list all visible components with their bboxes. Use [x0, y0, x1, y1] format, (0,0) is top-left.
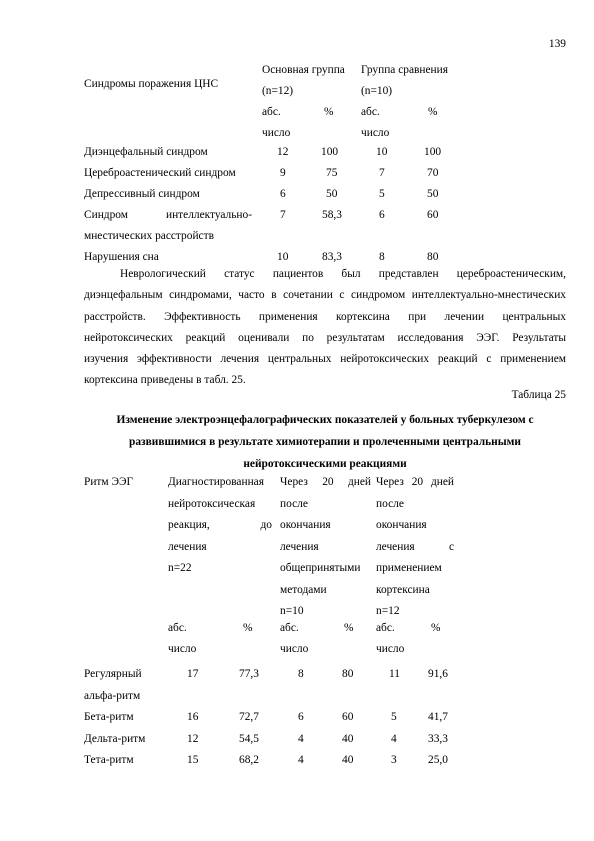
- main-abs: 12: [277, 146, 289, 158]
- table-row: [84, 664, 504, 707]
- syndrome-name-line: Синдром интеллектуально-: [84, 209, 252, 221]
- main-group-header: [262, 60, 345, 102]
- header-line: n=12: [376, 605, 400, 617]
- percent-label: %: [243, 622, 253, 634]
- cortexin-pct-header: [431, 618, 441, 639]
- paragraph-line: диэнцефальным синдромами, часто в сочетании с синдромом интеллектуально-мнестических: [84, 289, 566, 302]
- comparison-group-header: [361, 60, 448, 102]
- header-line: кортексина: [376, 583, 430, 596]
- syndrome-name: Нарушения сна: [84, 251, 159, 263]
- diagnosed-abs: 12: [187, 732, 199, 745]
- conventional-pct: 40: [342, 754, 354, 767]
- comparison-abs: 7: [379, 167, 385, 179]
- percent-label: %: [431, 622, 441, 634]
- comparison-abs: 5: [379, 188, 385, 200]
- conventional-abs-header: [280, 618, 308, 660]
- count-label: число: [280, 643, 309, 655]
- table-row: [84, 163, 504, 184]
- header-line: Диагностированная: [168, 476, 264, 488]
- rhythm-column-header: Ритм ЭЭГ: [84, 476, 134, 488]
- table-title-line: развившимися в результате химиотерапии и пролеченными центральными: [129, 436, 521, 448]
- main-pct: 50: [326, 188, 338, 200]
- conventional-abs: 6: [298, 711, 304, 723]
- diagnosed-abs: 17: [187, 668, 199, 680]
- comparison-group-n: (n=10): [361, 85, 393, 97]
- header-line: методами: [280, 583, 327, 596]
- diagnosed-pct: 68,2: [239, 754, 259, 767]
- cortexin-pct: 91,6: [428, 668, 448, 680]
- diagnosed-column-header: [168, 472, 272, 580]
- comparison-group-title: Группа сравнения: [361, 64, 448, 76]
- header-line: применением: [376, 562, 442, 574]
- comparison-pct: 60: [427, 209, 439, 221]
- cortexin-abs: 5: [391, 711, 397, 723]
- comparison-group-abs-header: [361, 102, 389, 144]
- header-line: лечения: [168, 540, 207, 553]
- conventional-column-header: [280, 472, 371, 623]
- header-line: Через 20 дней: [280, 476, 371, 488]
- rhythm-name: [84, 664, 142, 707]
- comparison-abs: 10: [376, 146, 388, 158]
- header-line: n=10: [280, 605, 304, 617]
- diagnosed-pct-header: [243, 618, 253, 639]
- header-line: n=22: [168, 562, 192, 574]
- header-line: лечения: [280, 540, 319, 553]
- table-row: [84, 184, 504, 205]
- count-label: число: [376, 643, 405, 655]
- cortexin-pct: 41,7: [428, 711, 448, 723]
- abs-label: абс.: [168, 622, 187, 634]
- comparison-pct: 80: [427, 251, 439, 263]
- main-group-abs-header: [262, 102, 290, 144]
- rhythm-name: Тета-ритм: [84, 754, 134, 767]
- comparison-pct: 50: [427, 188, 439, 200]
- conventional-pct: 80: [342, 668, 354, 680]
- paragraph-line: нейротоксических реакций оценивали по результатам исследования ЭЭГ. Результаты: [84, 331, 566, 344]
- main-abs: 6: [280, 188, 286, 200]
- header-line: Через 20 дней: [376, 476, 454, 488]
- cortexin-abs: 3: [391, 754, 397, 767]
- abs-label: абс.: [361, 106, 380, 118]
- table-row: [84, 205, 504, 247]
- paragraph-line: изучения эффективности лечения центральных нейротоксических реакций с применением: [84, 353, 566, 366]
- percent-label: %: [344, 622, 354, 634]
- comparison-abs: 6: [379, 209, 385, 221]
- table-row: [84, 707, 504, 729]
- main-group-n: (n=12): [262, 85, 294, 97]
- table-title-line: нейротоксическими реакциями: [243, 458, 407, 470]
- percent-label: %: [324, 106, 334, 118]
- count-label: число: [361, 127, 390, 139]
- abs-label: абс.: [376, 622, 395, 634]
- header-line: после: [280, 497, 308, 510]
- table-title-line: Изменение электроэнцефалографических показателей у больных туберкулезом с: [116, 414, 534, 426]
- main-abs: 10: [277, 251, 289, 263]
- main-group-pct-header: [324, 102, 334, 123]
- table-title: [84, 409, 566, 475]
- header-line: окончания: [376, 519, 427, 531]
- main-pct: 83,3: [322, 251, 342, 263]
- syndromes-column-header: Синдромы поражения ЦНС: [84, 78, 219, 90]
- count-label: число: [168, 643, 197, 655]
- rhythm-name-line: альфа-ритм: [84, 689, 141, 702]
- main-pct: 75: [326, 167, 338, 179]
- table-row: [84, 142, 504, 163]
- conventional-pct-header: [344, 618, 354, 639]
- abs-label: абс.: [262, 106, 281, 118]
- comparison-abs: 8: [379, 251, 385, 263]
- cortexin-abs-header: [376, 618, 404, 660]
- syndrome-name: Депрессивный синдром: [84, 188, 200, 200]
- header-line: лечения с: [376, 540, 454, 553]
- syndrome-name: Цереброастенический синдром: [84, 167, 236, 179]
- eeg-table-body: [84, 664, 504, 772]
- main-pct: 100: [321, 146, 339, 158]
- diagnosed-abs: 15: [187, 754, 199, 767]
- syndrome-name-line: мнестических расстройств: [84, 230, 214, 242]
- rhythm-name: Бета-ритм: [84, 711, 134, 723]
- paragraph-line: Неврологический статус пациентов был представлен цереброастеническим,: [120, 268, 566, 280]
- diagnosed-pct: 54,5: [239, 732, 259, 745]
- comparison-pct: 100: [424, 146, 442, 158]
- page-number: 139: [548, 38, 566, 50]
- paragraph-line: расстройств. Эффективность применения кортексина при лечении центральных: [84, 310, 566, 323]
- table-row: [84, 750, 504, 772]
- header-line: общепринятыми: [280, 562, 361, 574]
- diagnosed-abs-header: [168, 618, 196, 660]
- cortexin-abs: 4: [391, 732, 397, 745]
- header-line: после: [376, 497, 404, 510]
- header-line: реакция, до: [168, 519, 272, 531]
- paragraph-line: кортексина приведены в табл. 25.: [84, 374, 246, 387]
- conventional-abs: 8: [298, 668, 304, 680]
- rhythm-name: Дельта-ритм: [84, 732, 146, 745]
- table-label: Таблица 25: [511, 389, 566, 401]
- cortexin-pct: 33,3: [428, 732, 448, 745]
- syndrome-name: Диэнцефальный синдром: [84, 146, 208, 158]
- table-row: [84, 729, 504, 751]
- comparison-group-pct-header: [428, 102, 438, 123]
- conventional-abs: 4: [298, 754, 304, 767]
- cortexin-column-header: [376, 472, 454, 623]
- main-abs: 9: [280, 167, 286, 179]
- syndrome-name: [84, 205, 252, 247]
- body-paragraph: [84, 264, 566, 392]
- conventional-abs: 4: [298, 732, 304, 745]
- diagnosed-pct: 72,7: [239, 711, 259, 723]
- count-label: число: [262, 127, 291, 139]
- main-pct: 58,3: [322, 209, 342, 221]
- header-line: нейротоксическая: [168, 497, 256, 510]
- comparison-pct: 70: [427, 167, 439, 179]
- percent-label: %: [428, 106, 438, 118]
- syndromes-table: [84, 60, 504, 268]
- rhythm-name-line: Регулярный: [84, 668, 142, 680]
- conventional-pct: 40: [342, 732, 354, 745]
- syndromes-table-header: [84, 60, 504, 142]
- diagnosed-abs: 16: [187, 711, 199, 723]
- diagnosed-pct: 77,3: [239, 668, 259, 680]
- conventional-pct: 60: [342, 711, 354, 723]
- header-line: окончания: [280, 519, 331, 531]
- main-abs: 7: [280, 209, 286, 221]
- main-group-title: Основная группа: [262, 64, 345, 76]
- abs-label: абс.: [280, 622, 299, 634]
- cortexin-abs: 11: [389, 668, 400, 680]
- cortexin-pct: 25,0: [428, 754, 448, 767]
